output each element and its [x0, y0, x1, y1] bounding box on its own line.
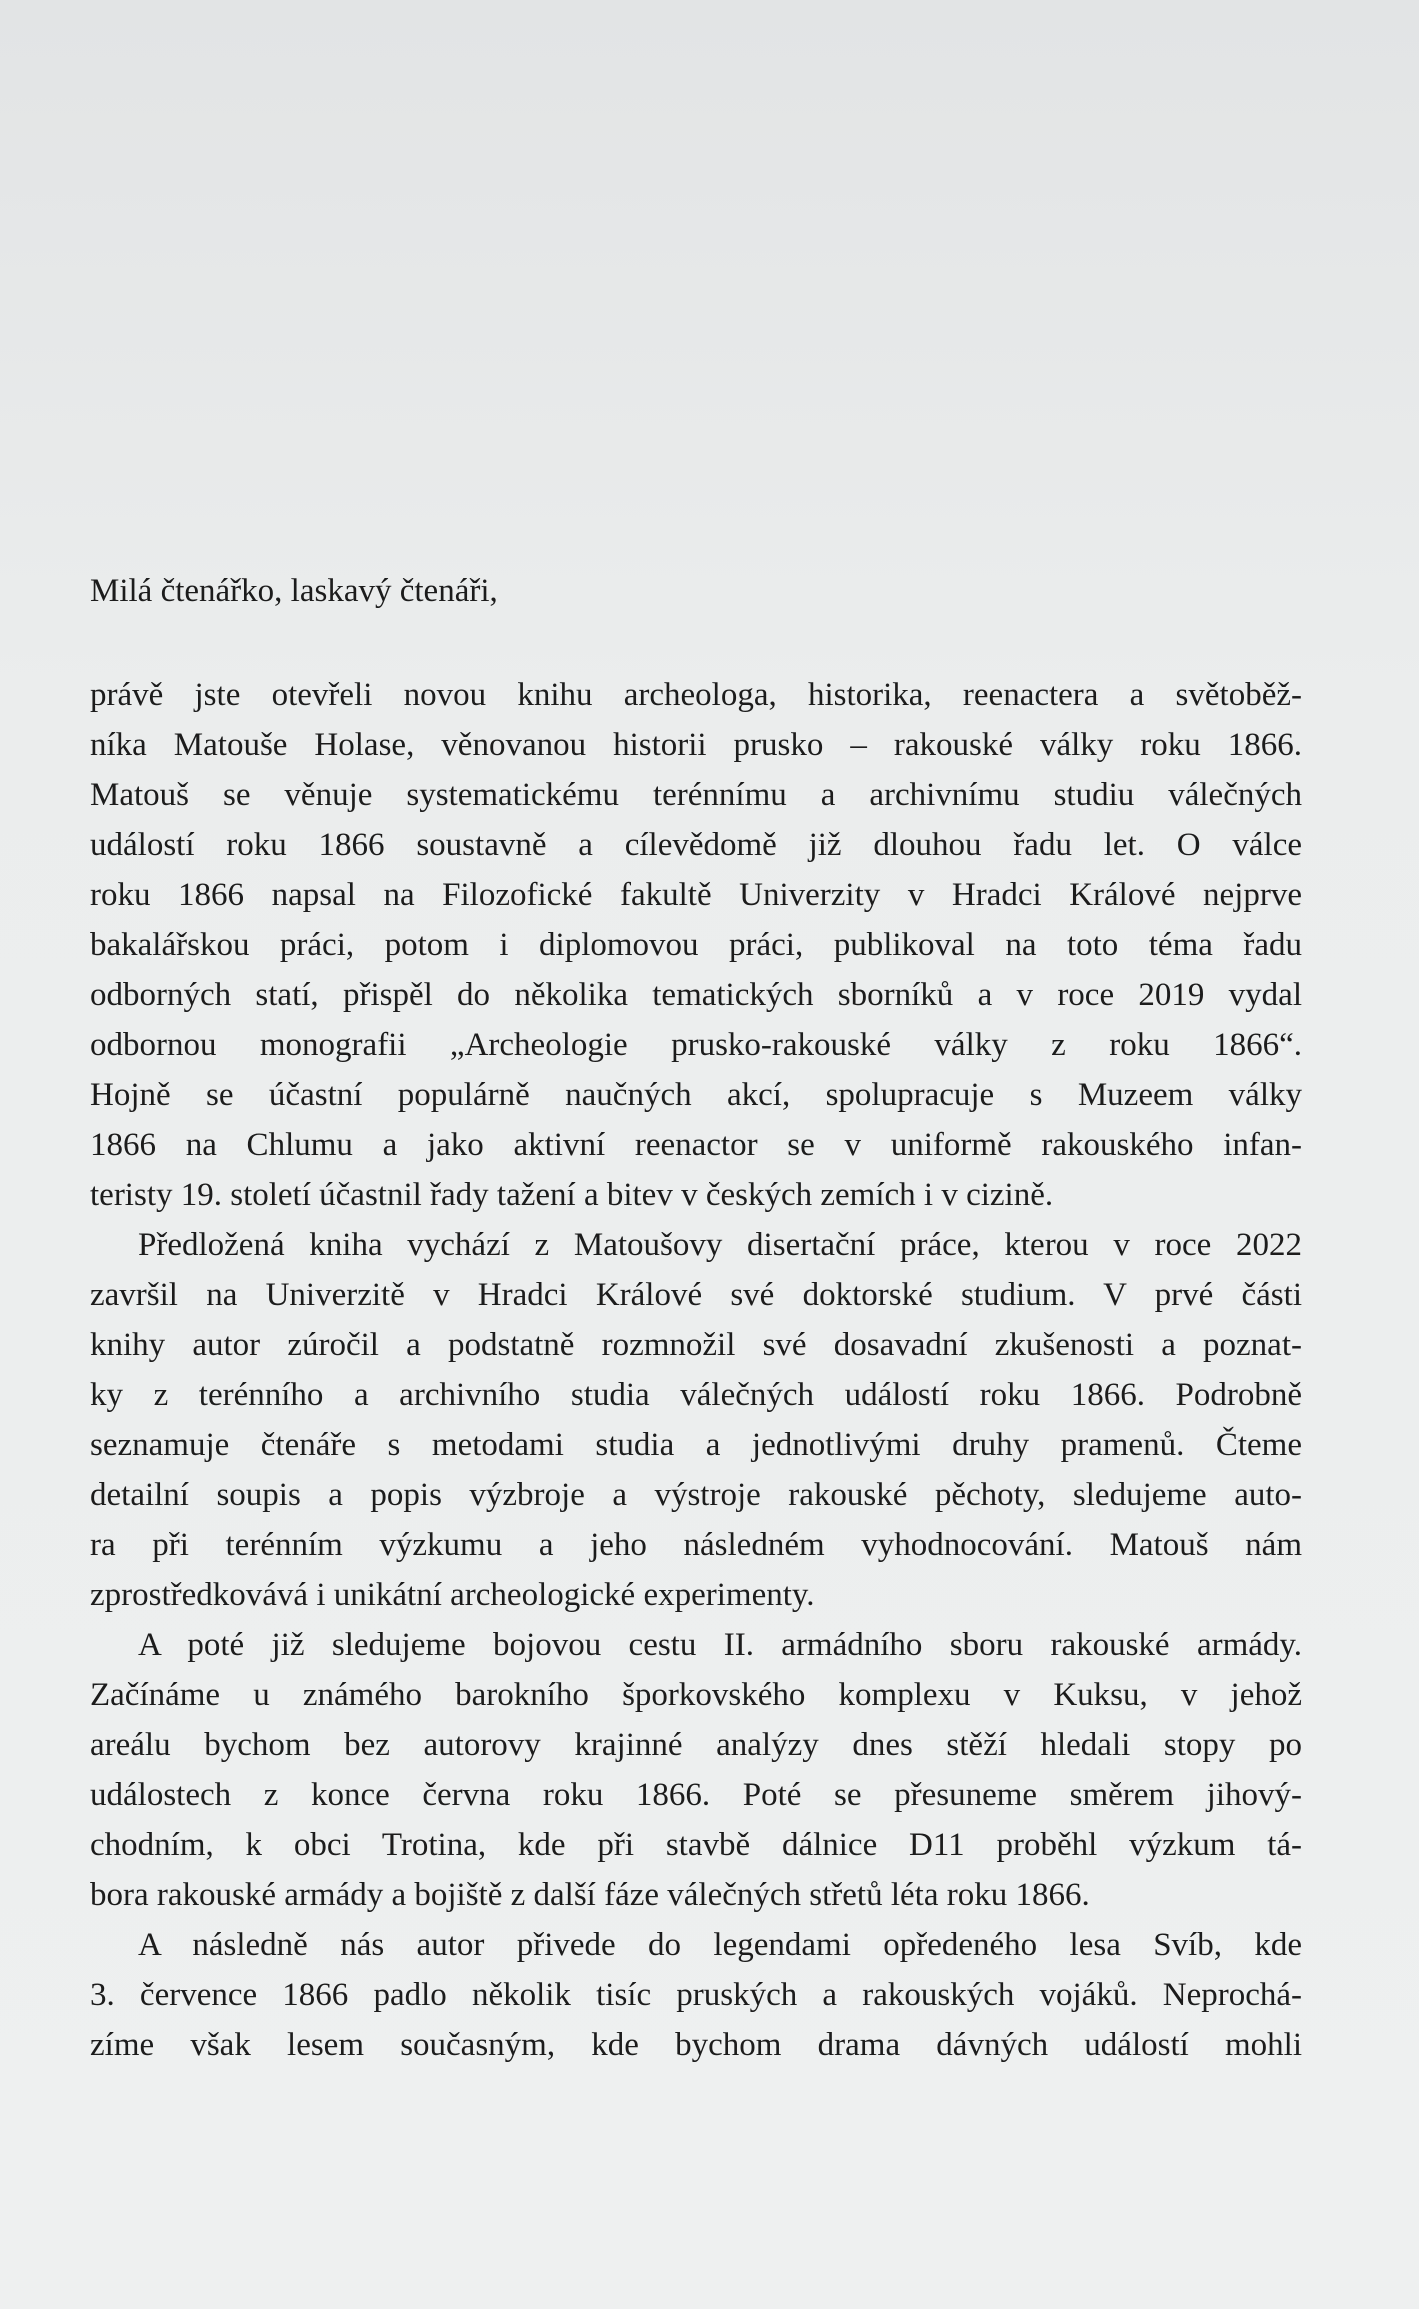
text-line: chodním, k obci Trotina, kde při stavbě dálnice D11 proběhl výzkum tá-: [90, 1827, 1302, 1863]
text-line: knihy autor zúročil a podstatně rozmnožil své dosavadní zkušenosti a poznat-: [90, 1327, 1302, 1363]
text-line: bora rakouské armády a bojiště z další fáze válečných střetů léta roku 1866.: [90, 1877, 1090, 1913]
text-line: Hojně se účastní populárně naučných akcí, spolupracuje s Muzeem války: [90, 1077, 1302, 1113]
text-line: 3. července 1866 padlo několik tisíc pruských a rakouských vojáků. Neprochá-: [90, 1977, 1302, 2013]
text-line: událostech z konce června roku 1866. Poté se přesuneme směrem jihový-: [90, 1777, 1302, 1813]
body-text: [90, 670, 1302, 2070]
text-line: roku 1866 napsal na Filozofické fakultě Univerzity v Hradci Králové nejprve: [90, 877, 1302, 913]
text-line: 1866 na Chlumu a jako aktivní reenactor se v uniformě rakouského infan-: [90, 1127, 1302, 1163]
text-line: událostí roku 1866 soustavně a cílevědomě již dlouhou řadu let. O válce: [90, 827, 1302, 863]
text-line: teristy 19. století účastnil řady tažení a bitev v českých zemích i v cizině.: [90, 1177, 1054, 1213]
text-line: seznamuje čtenáře s metodami studia a jednotlivými druhy pramenů. Čteme: [90, 1427, 1302, 1463]
text-line: právě jste otevřeli novou knihu archeologa, historika, reenactera a světoběž-: [90, 677, 1302, 713]
text-line: ky z terénního a archivního studia válečných událostí roku 1866. Podrobně: [90, 1377, 1302, 1413]
text-line: odbornou monografii „Archeologie prusko-rakouské války z roku 1866“.: [90, 1027, 1302, 1063]
text-line: A následně nás autor přivede do legendami opředeného lesa Svíb, kde: [138, 1927, 1302, 1963]
greeting: Milá čtenářko, laskavý čtenáři,: [90, 573, 498, 609]
text-line: areálu bychom bez autorovy krajinné analýzy dnes stěží hledali stopy po: [90, 1727, 1302, 1763]
text-line: odborných statí, přispěl do několika tematických sborníků a v roce 2019 vydal: [90, 977, 1302, 1013]
text-line: zprostředkovává i unikátní archeologické experimenty.: [90, 1577, 815, 1613]
text-line: Matouš se věnuje systematickému terénnímu a archivnímu studiu válečných: [90, 777, 1302, 813]
text-line: Předložená kniha vychází z Matoušovy disertační práce, kterou v roce 2022: [138, 1227, 1302, 1263]
text-line: ra při terénním výzkumu a jeho následném vyhodnocování. Matouš nám: [90, 1527, 1302, 1563]
text-line: níka Matouše Holase, věnovanou historii prusko – rakouské války roku 1866.: [90, 727, 1302, 763]
text-line: detailní soupis a popis výzbroje a výstroje rakouské pěchoty, sledujeme auto-: [90, 1477, 1302, 1513]
text-line: završil na Univerzitě v Hradci Králové své doktorské studium. V prvé části: [90, 1277, 1302, 1313]
text-line: A poté již sledujeme bojovou cestu II. armádního sboru rakouské armády.: [138, 1627, 1302, 1663]
text-line: zíme však lesem současným, kde bychom drama dávných událostí mohli: [90, 2027, 1302, 2063]
text-line: bakalářskou práci, potom i diplomovou práci, publikoval na toto téma řadu: [90, 927, 1302, 963]
text-line: Začínáme u známého barokního šporkovského komplexu v Kuksu, v jehož: [90, 1677, 1302, 1713]
